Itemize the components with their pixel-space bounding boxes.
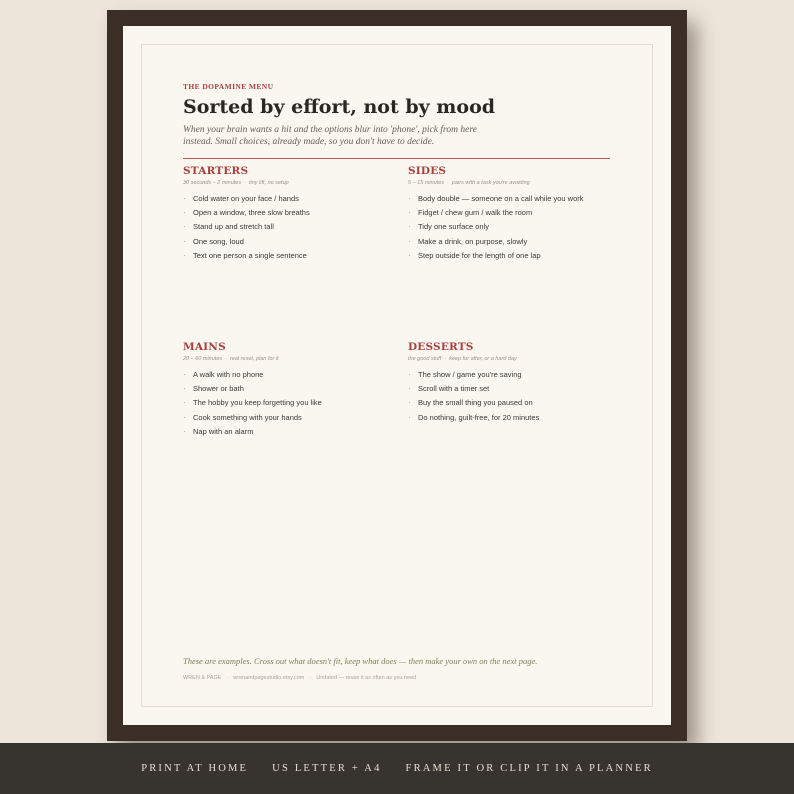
- item-list: [408, 370, 623, 427]
- page-footer: [183, 675, 416, 681]
- item-list: [183, 194, 398, 265]
- section-title: STARTERS: [183, 165, 249, 177]
- footer-separator: ·: [226, 675, 229, 681]
- page-title: Sorted by effort, not by mood: [183, 96, 496, 118]
- list-item: · Do nothing, guilt-free, for 20 minutes: [408, 413, 623, 427]
- meta-separator: ·: [244, 180, 246, 186]
- page-subtitle: When your brain wants a hit and the options blur into 'phone', pick from here instead. Small choices, already made, so you don't have to decide.: [183, 125, 477, 147]
- section-desserts: [408, 341, 623, 427]
- list-item: · Buy the small thing you paused on: [408, 398, 623, 412]
- item-list: [408, 194, 623, 265]
- list-item: · Open a window, three slow breaths: [183, 208, 398, 222]
- list-item: · The show / game you're saving: [408, 370, 623, 384]
- brand-name: WREN & PAGE: [183, 675, 222, 681]
- section-time: the good stuff: [408, 356, 442, 362]
- list-item: · Nap with an alarm: [183, 427, 398, 441]
- meta-separator: ·: [447, 180, 449, 186]
- section-time: 5 – 15 minutes: [408, 180, 445, 186]
- section-mains: [183, 341, 398, 441]
- section-title: MAINS: [183, 341, 226, 353]
- section-hint: real reset, plan for it: [229, 356, 279, 362]
- list-item: · The hobby you keep forgetting you like: [183, 398, 398, 412]
- list-item: · Cook something with your hands: [183, 413, 398, 427]
- list-item: · One song, loud: [183, 237, 398, 251]
- list-item: · Make a drink, on purpose, slowly: [408, 237, 623, 251]
- footer-note: These are examples. Cross out what doesn't fit, keep what does — then make your own on the next page.: [183, 656, 538, 666]
- undated-note: Undated — reuse it as often as you need: [316, 675, 417, 681]
- section-title: SIDES: [408, 165, 447, 177]
- meta-separator: ·: [444, 356, 447, 362]
- section-title: DESSERTS: [408, 341, 474, 353]
- list-item: · Tidy one surface only: [408, 222, 623, 236]
- list-item: · Body double — someone on a call while you work: [408, 194, 623, 208]
- section-meta: [183, 356, 398, 362]
- section-sides: [408, 165, 623, 265]
- feature-banner: [0, 743, 794, 794]
- title-divider: [183, 158, 610, 159]
- list-item: · Fidget / chew gum / walk the room: [408, 208, 623, 222]
- list-item: · A walk with no phone: [183, 370, 398, 384]
- section-starters: [183, 165, 398, 265]
- list-item: · Text one person a single sentence: [183, 251, 398, 265]
- list-item: · Stand up and stretch tall: [183, 222, 398, 236]
- section-meta: [183, 180, 398, 186]
- meta-separator: ·: [225, 356, 227, 362]
- shop-url: wrenandpagestudio.etsy.com: [233, 675, 305, 681]
- banner-feature-size: US LETTER + A4: [272, 763, 382, 774]
- section-meta: [408, 180, 623, 186]
- list-item: · Shower or bath: [183, 384, 398, 398]
- section-time: 20 – 60 minutes: [183, 356, 223, 362]
- item-list: [183, 370, 398, 441]
- section-meta: [408, 356, 623, 362]
- menu-eyebrow: THE DOPAMINE MENU: [183, 82, 274, 91]
- section-time: 30 seconds – 2 minutes: [183, 180, 242, 186]
- banner-feature-print: PRINT AT HOME: [141, 763, 249, 774]
- section-hint: keep for after, or a hard day: [449, 356, 517, 362]
- footer-separator: ·: [309, 675, 312, 681]
- banner-feature-use: FRAME IT OR CLIP IT IN A PLANNER: [405, 763, 653, 774]
- section-hint: pairs with a task you're avoiding: [451, 180, 530, 186]
- list-item: · Scroll with a timer set: [408, 384, 623, 398]
- section-hint: tiny lift, no setup: [248, 180, 289, 186]
- list-item: · Step outside for the length of one lap: [408, 251, 623, 265]
- list-item: · Cold water on your face / hands: [183, 194, 398, 208]
